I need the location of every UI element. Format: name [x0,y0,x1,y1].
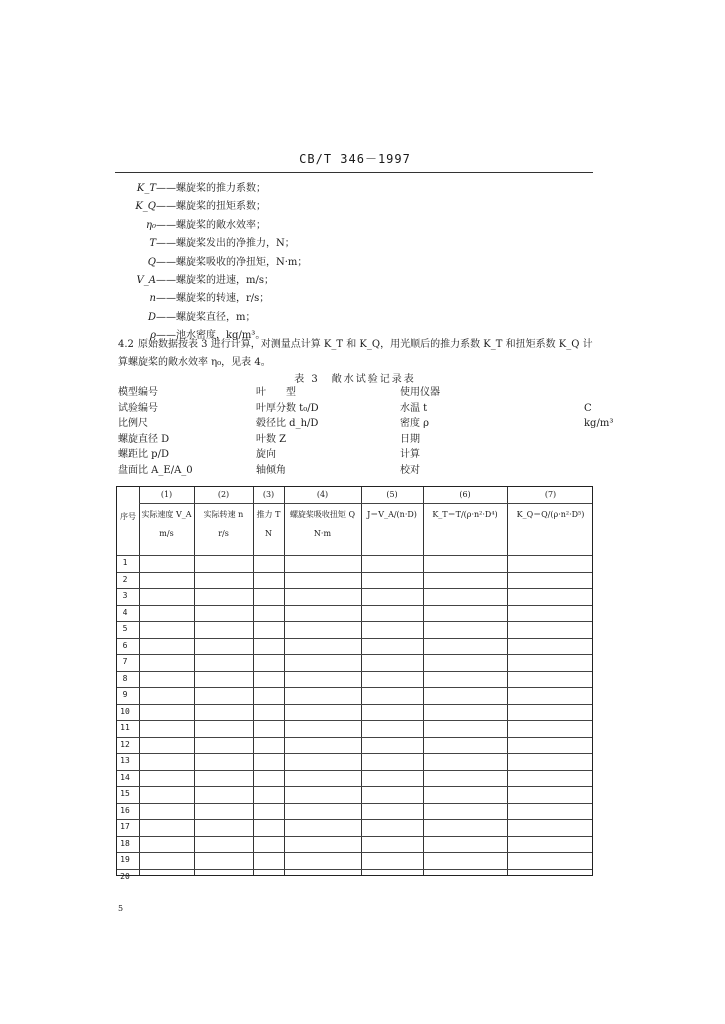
column-unit: N [265,529,272,538]
row-number: 4 [122,607,128,617]
row-number: 6 [122,640,128,650]
paragraph-text: 原始数据按表 3 进行计算，对测量点计算 K_T 和 K_Q，用光顺后的推力系数 K_T 和扭矩系数 K_Q 计算螺旋桨的敞水效率 η₀，见表 4。 [118,339,593,368]
info-label: 旋向 [256,449,276,460]
header-rule [115,172,593,173]
section-number: 4.2 [118,339,134,350]
column-unit: N·m [313,529,332,538]
info-row [118,447,593,463]
column-unit: r/s [218,529,229,538]
row-number: 13 [120,756,130,765]
info-label: 毂径比 d_h/D [256,418,319,429]
info-row [118,432,593,448]
info-row [118,385,593,401]
info-label: 盘面比 A_E/A_0 [118,464,193,476]
column-header: K_Q＝Q/(ρ·n²·D⁵) [516,510,585,519]
row-number: 15 [120,789,130,798]
table-header-rule [117,555,592,556]
def-symbol: Q [147,256,156,268]
column-unit: m/s [159,529,174,538]
column-number: (7) [544,490,557,499]
table-row-rule [117,852,592,853]
row-number: 10 [120,706,130,716]
column-number: (4) [316,490,329,499]
table-column-rule [139,487,140,875]
table-header-rule [139,503,592,504]
definition-line [118,272,538,290]
def-symbol: T [149,238,156,250]
table-row-rule [117,803,592,804]
info-label: 比例尺 [118,418,148,429]
definition-line [118,290,538,308]
row-number: 17 [120,822,130,831]
table-column-rule [507,487,508,875]
table-column-rule [361,487,362,875]
row-number: 5 [122,624,128,633]
column-number: (2) [217,490,230,499]
row-number: 12 [120,739,130,749]
row-number: 16 [120,805,130,815]
row-number: 2 [122,574,128,584]
def-text: ——螺旋桨吸收的净扭矩，N·m； [156,256,308,268]
info-label: 计算 [400,449,420,460]
column-number: (6) [459,490,471,499]
def-text: ——螺旋桨发出的净推力，N； [156,238,295,250]
definition-line [118,217,538,235]
test-info-block [118,385,614,478]
table-column-rule [253,487,254,875]
info-row [118,416,614,432]
info-label: 水温 t [400,402,428,414]
info-label: 叶厚分数 t₀/D [256,402,319,414]
table-row-rule [117,687,592,688]
table-row-rule [117,836,592,837]
definition-line [118,254,538,272]
row-number: 3 [122,591,128,600]
row-number: 1 [122,558,128,567]
table-row-rule [117,654,592,655]
table-row-rule [117,671,592,672]
def-text: ——螺旋桨的敞水效率； [156,219,266,231]
row-number: 20 [120,871,130,881]
table-row-rule [117,638,592,639]
column-number: (3) [262,490,275,499]
def-symbol: K_T [136,183,156,194]
definition-line [118,198,538,216]
table-row-rule [117,605,592,606]
info-label: 螺距比 p/D [118,449,169,460]
info-label: 叶数 Z [256,433,287,445]
table-row-rule [117,621,592,622]
column-header: 实际转速 n [203,510,244,519]
table-row-rule [117,572,592,573]
def-symbol: ρ [150,330,156,342]
column-header: 推力 T [256,510,281,519]
table-title: 表 3 敞水试验记录表 [294,374,416,385]
column-header: K_T＝T/(ρ·n²·D⁴) [432,510,498,519]
column-header: J＝V_A/(n·D) [367,510,417,519]
def-text: ——螺旋桨的推力系数； [156,183,266,194]
symbol-definitions [118,180,538,346]
info-label: 使用仪器 [400,387,440,398]
info-label: 校对 [400,464,420,476]
table-column-rule [284,487,285,875]
def-text: ——螺旋桨直径，m； [156,311,256,323]
column-header: 螺旋桨吸收扭矩 Q [289,510,356,519]
row-number: 19 [120,855,130,864]
column-header: 序号 [120,512,136,521]
table-row-rule [117,786,592,787]
open-water-test-record-table [116,486,593,881]
def-symbol: η₀ [146,219,156,231]
row-number: 9 [122,690,128,699]
definition-line [118,309,538,327]
table-row-rule [117,753,592,754]
info-row [118,463,593,479]
info-row [118,401,593,417]
table-column-rule [194,487,195,875]
def-text: ——螺旋桨的扭矩系数； [156,201,266,213]
table-row-rule [117,737,592,738]
table-row-rule [117,588,592,589]
info-unit: kg/m³ [584,418,614,429]
table-row-rule [117,869,592,870]
info-label: 叶 型 [256,387,296,398]
info-label: 模型编号 [118,387,158,398]
def-symbol: D [147,311,156,323]
section-4-2-paragraph [118,336,593,372]
table-row-rule [117,720,592,721]
info-label: 试验编号 [118,402,158,414]
row-number: 11 [120,723,130,732]
info-unit: C [584,402,592,414]
info-label: 日期 [400,433,420,445]
definition-line [118,180,538,198]
row-number: 18 [120,838,130,848]
definition-line [118,235,538,253]
def-symbol: K_Q [135,201,156,213]
def-text: ——池水密度，kg/m³。 [156,330,266,342]
def-symbol: n [149,293,156,305]
info-label: 轴倾角 [256,464,286,476]
column-number: (5) [386,490,398,499]
table-row-rule [117,819,592,820]
row-number: 7 [122,657,128,666]
page-footnote: 5 [118,904,124,913]
info-label: 密度 ρ [400,418,430,429]
row-number: 8 [122,673,128,683]
def-text: ——螺旋桨的进速，m/s； [156,274,274,286]
standard-code-header: CB/T 346－1997 [299,152,411,166]
row-number: 14 [120,772,130,782]
table-row-rule [117,770,592,771]
def-text: ——螺旋桨的转速，r/s； [156,293,270,305]
table-column-rule [423,487,424,875]
info-label: 螺旋直径 D [118,433,170,445]
column-number: (1) [160,490,173,499]
table-row-rule [117,704,592,705]
def-symbol: V_A [136,274,156,286]
column-header: 实际速度 V_A [141,510,192,519]
